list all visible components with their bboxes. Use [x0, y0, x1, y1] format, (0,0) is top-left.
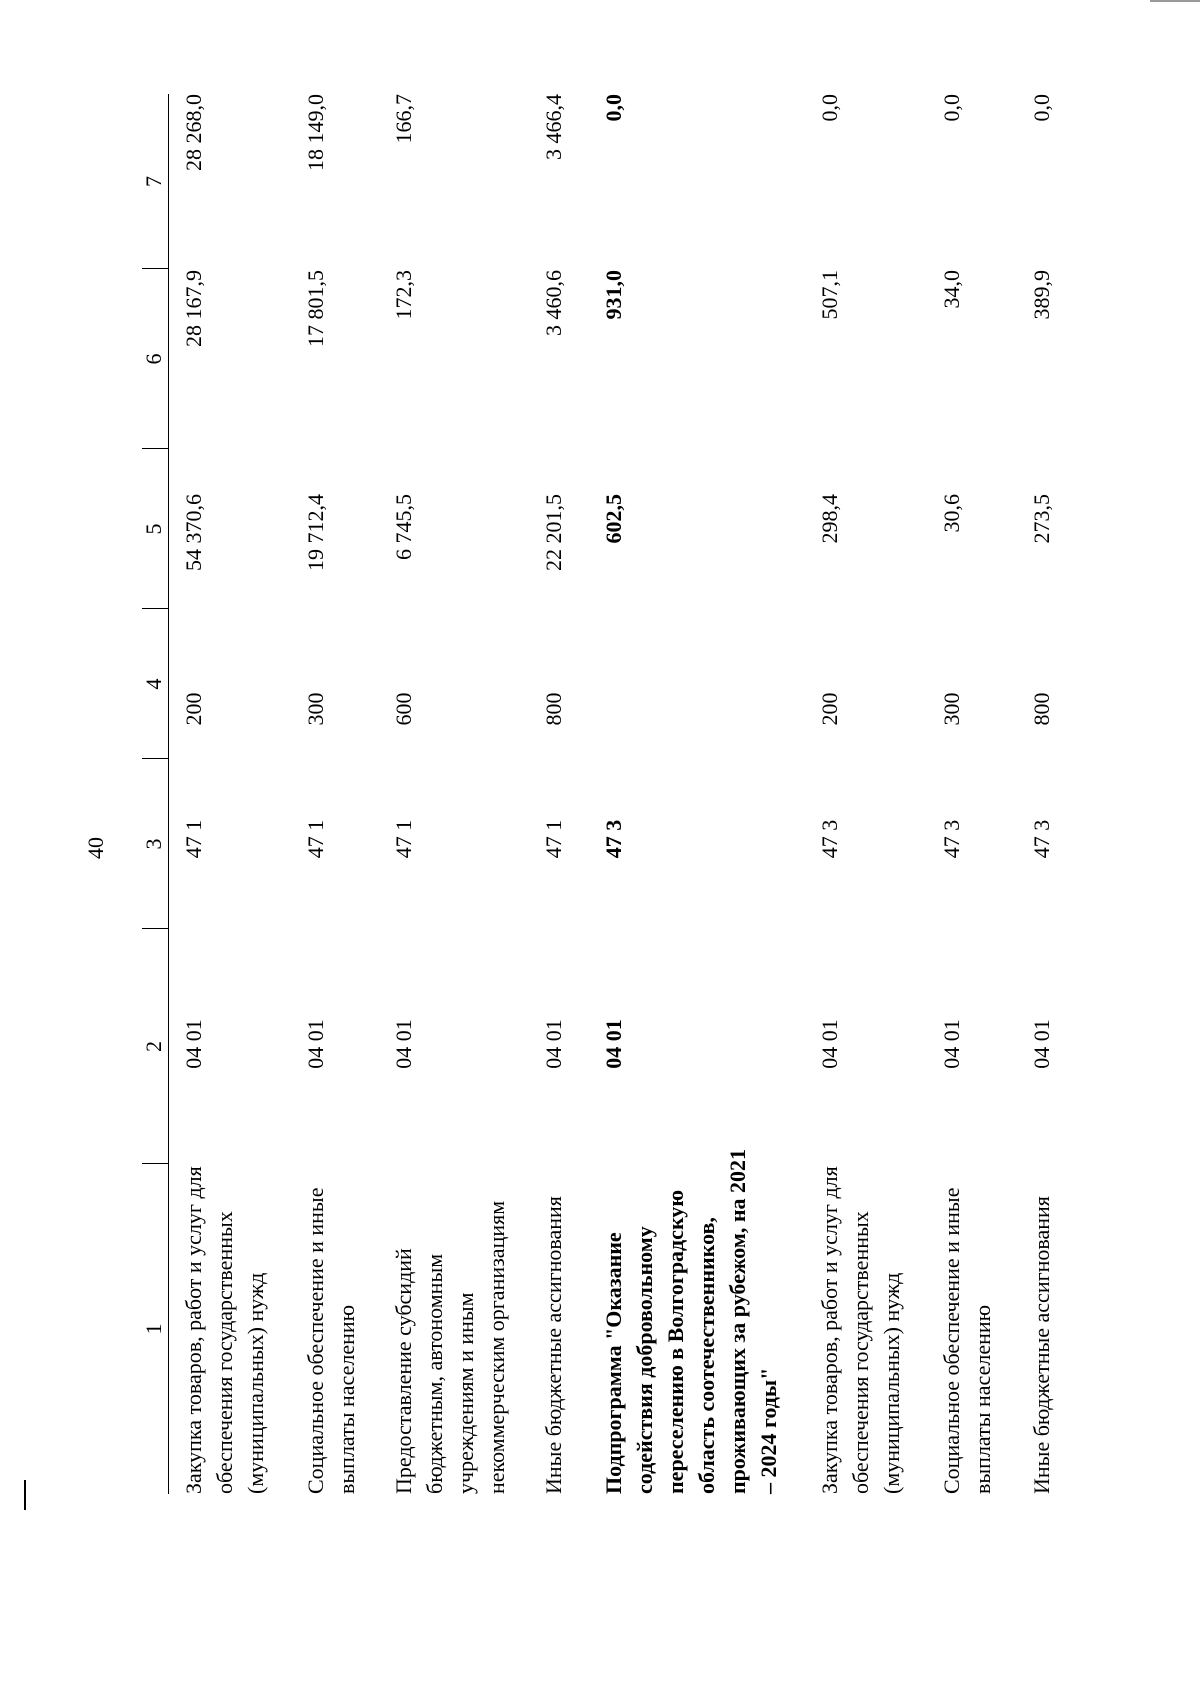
row-value-col5: 54 370,6: [181, 494, 206, 571]
row-name: Подпрограмма "Оказание содействия добровольному переселению в Волгоградскую область соотечественников, проживающих за рубежом, на 2021 – 2024 годы": [601, 1148, 781, 1494]
row-program-code: 47 3: [1029, 819, 1054, 859]
row-value-col5: 602,5: [601, 494, 626, 544]
row-program-code: 47 3: [939, 819, 964, 859]
row-value-col6: 34,0: [939, 270, 964, 309]
table-row: [388, 94, 509, 1494]
row-section-code: 04 01: [391, 1019, 416, 1069]
column-header-3: 3: [141, 838, 166, 850]
row-value-col7: 0,0: [817, 94, 842, 122]
row-section-code: 04 01: [181, 1019, 206, 1069]
row-value-col7: 28 268,0: [181, 94, 206, 171]
table-row: [936, 94, 995, 1494]
column-header-5: 5: [141, 523, 166, 535]
column-header-4: 4: [141, 678, 166, 690]
row-value-col6: 17 801,5: [303, 270, 328, 347]
row-value-col7: 0,0: [601, 94, 626, 122]
row-program-code: 47 1: [391, 819, 416, 859]
column-header-2: 2: [141, 1041, 166, 1052]
row-value-col5: 30,6: [939, 494, 964, 533]
column-header-7: 7: [141, 176, 166, 187]
row-program-code: 47 3: [817, 819, 842, 859]
table-row-subprogram: [598, 94, 781, 1494]
table-rotated-content: [138, 94, 1158, 1494]
row-program-code: 47 1: [181, 819, 206, 859]
row-value-col7: 0,0: [1029, 94, 1054, 122]
scan-corner-mark: [1150, 0, 1200, 2]
row-section-code: 04 01: [303, 1019, 328, 1069]
row-name: Закупка товаров, работ и услуг для обеспечения государственных (муниципальных) нужд: [817, 1166, 904, 1494]
row-value-col6: 28 167,9: [181, 270, 206, 347]
row-expense-type: 300: [939, 692, 964, 726]
row-expense-type: 200: [181, 692, 206, 726]
row-value-col6: 3 460,6: [541, 270, 566, 336]
table-row: [178, 94, 268, 1494]
row-section-code: 04 01: [817, 1019, 842, 1069]
row-section-code: 04 01: [601, 1019, 626, 1069]
row-value-col7: 0,0: [939, 94, 964, 122]
row-value-col6: 507,1: [817, 270, 842, 320]
table-row: [1026, 94, 1056, 1494]
row-section-code: 04 01: [939, 1019, 964, 1069]
budget-table: [138, 94, 1158, 1494]
row-value-col6: 172,3: [391, 270, 416, 320]
scan-edge-mark: [24, 1480, 26, 1510]
row-section-code: 04 01: [541, 1019, 566, 1069]
row-value-col5: 6 745,5: [391, 494, 416, 560]
row-name: Закупка товаров, работ и услуг для обеспечения государственных (муниципальных) нужд: [181, 1166, 268, 1494]
row-value-col5: 273,5: [1029, 494, 1054, 544]
row-value-col6: 931,0: [601, 270, 626, 320]
row-value-col5: 19 712,4: [303, 494, 328, 571]
row-name: Предоставление субсидий бюджетным, автономным учреждениям и иным некоммерческим организациям: [391, 1200, 509, 1494]
row-section-code: 04 01: [1029, 1019, 1054, 1069]
row-program-code: 47 1: [303, 819, 328, 859]
row-name: Иные бюджетные ассигнования: [541, 1196, 566, 1494]
column-header-1: 1: [141, 1323, 166, 1335]
row-program-code: 47 3: [601, 819, 626, 859]
row-value-col6: 389,9: [1029, 270, 1054, 320]
row-name: Иные бюджетные ассигнования: [1029, 1196, 1054, 1494]
row-value-col5: 298,4: [817, 494, 842, 544]
row-name: Социальное обеспечение и иные выплаты населению: [939, 1187, 995, 1494]
row-expense-type: 300: [303, 692, 328, 726]
row-value-col7: 3 466,4: [541, 94, 566, 160]
table-row: [814, 94, 904, 1494]
column-header-6: 6: [141, 353, 166, 365]
row-expense-type: 800: [541, 692, 566, 726]
table-row: [300, 94, 359, 1494]
row-expense-type: 800: [1029, 692, 1054, 726]
row-value-col7: 166,7: [391, 94, 416, 144]
row-program-code: 47 1: [541, 819, 566, 859]
row-expense-type: 600: [391, 692, 416, 726]
table-row: [538, 94, 568, 1494]
page-number: 40: [83, 837, 108, 859]
row-expense-type: 200: [817, 692, 842, 726]
header-underline: [168, 94, 169, 1494]
row-name: Социальное обеспечение и иные выплаты населению: [303, 1187, 359, 1494]
row-value-col5: 22 201,5: [541, 494, 566, 571]
row-value-col7: 18 149,0: [303, 94, 328, 171]
